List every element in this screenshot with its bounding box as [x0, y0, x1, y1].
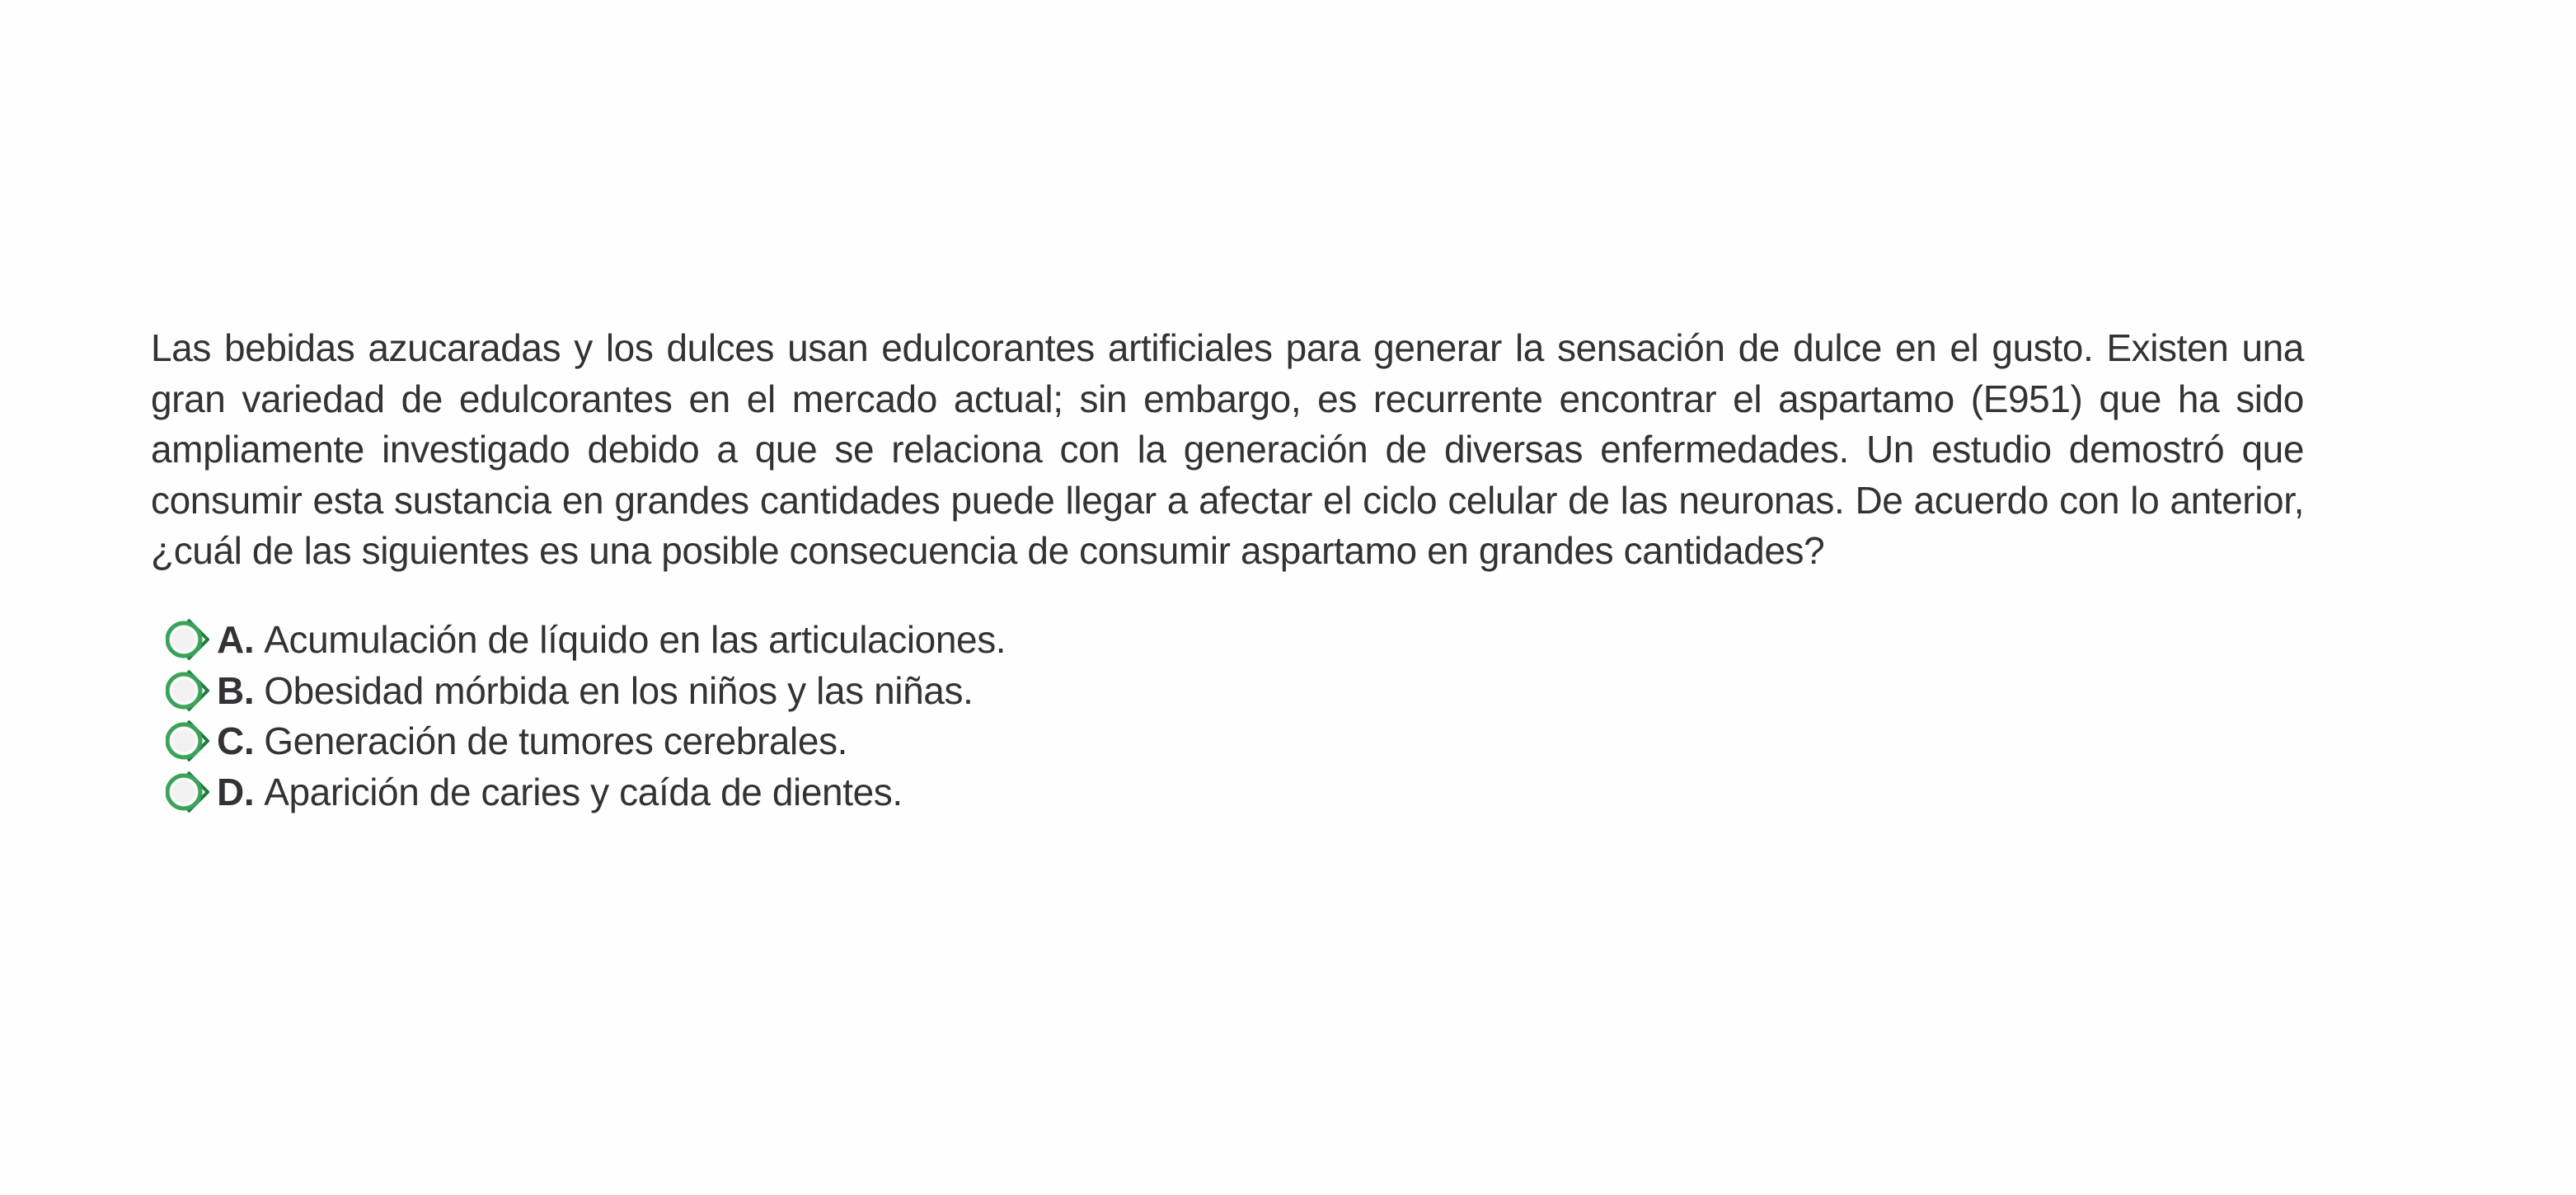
question-text: Las bebidas azucaradas y los dulces usan edulcorantes artificiales para generar la sensación de dulce en el gusto. Existen una gran variedad de edulcorantes en el mercado actual; sin embargo, es recurrente encontrar el aspartamo (E951) que ha sido ampliamente investigado debido a que se relaciona con la generación de diversas enfermedades. Un estudio demostró que consumir esta sustancia en grandes cantidades puede llegar a afectar el ciclo celular de las neuronas. De acuerdo con lo anterior, ¿cuál de las siguientes es una posible consecuencia de consumir aspartamo en grandes cantidades?: [151, 326, 2304, 572]
option-d[interactable]: [151, 766, 2304, 818]
radio-button-icon[interactable]: [166, 770, 210, 814]
option-b[interactable]: [151, 665, 2304, 716]
option-a[interactable]: [151, 615, 2304, 666]
option-text: Acumulación de líquido en las articulaciones.: [264, 618, 1006, 662]
option-letter: B.: [217, 668, 255, 712]
answer-options: [151, 615, 2304, 818]
option-text: Generación de tumores cerebrales.: [264, 719, 848, 763]
radio-button-icon[interactable]: [166, 617, 210, 662]
question-card: [151, 323, 2304, 831]
option-letter: A.: [217, 618, 255, 662]
radio-button-icon[interactable]: [166, 719, 210, 763]
radio-button-icon[interactable]: [166, 668, 210, 713]
option-text: Obesidad mórbida en los niños y las niñas.: [264, 668, 974, 712]
option-c[interactable]: [151, 716, 2304, 767]
option-letter: D.: [217, 770, 255, 813]
option-text: Aparición de caries y caída de dientes.: [264, 770, 903, 813]
option-letter: C.: [217, 719, 255, 763]
